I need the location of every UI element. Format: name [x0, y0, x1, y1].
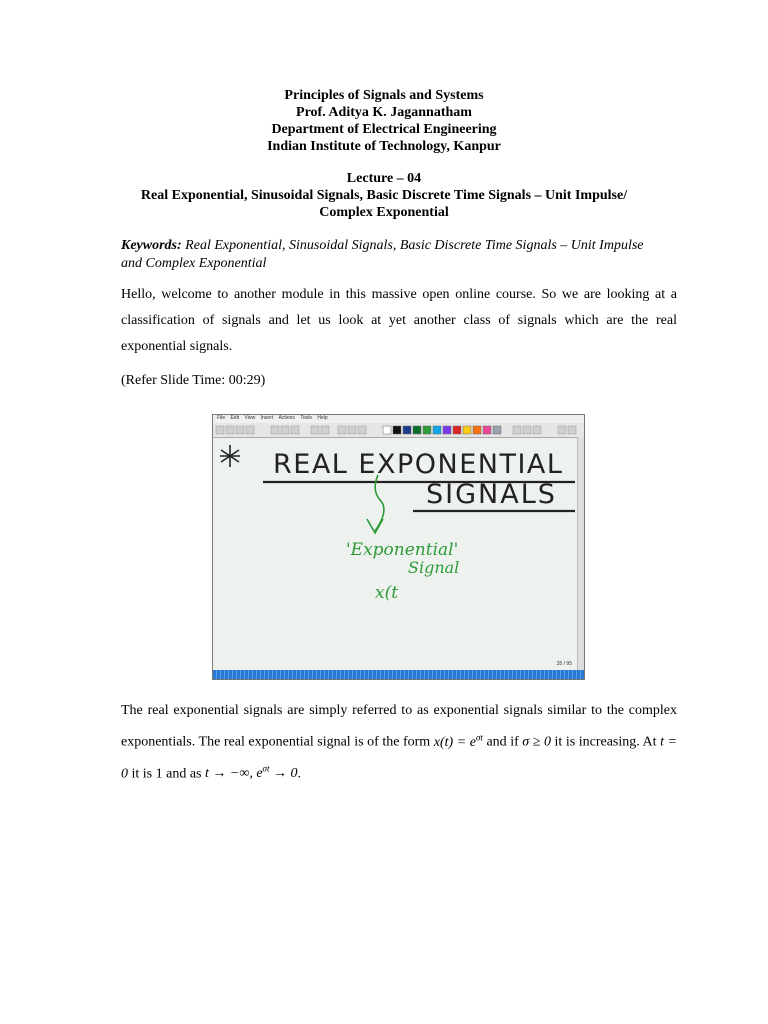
- formula-limit: [205, 763, 298, 782]
- lecture-heading: [0, 170, 768, 221]
- menu-item: Insert: [260, 415, 274, 421]
- p2-text3: it is increasing. At: [550, 734, 661, 750]
- formula-limit-base: t → −∞, e: [205, 766, 263, 782]
- slide-scrollbar: [577, 437, 584, 673]
- course-title: Principles of Signals and Systems: [284, 88, 484, 103]
- menu-item: Help: [317, 415, 328, 421]
- p2-text4: it is 1 and as: [128, 766, 205, 782]
- lecture-slide-image: [212, 414, 585, 680]
- formula-xt-base: x(t) = e: [433, 734, 476, 750]
- formula-xt: [433, 732, 483, 750]
- slide-page-indicator: 35 / 95: [556, 661, 572, 667]
- slide-note-signal: Signal: [408, 558, 460, 577]
- formula-t0: t = 0: [121, 734, 677, 782]
- slide-note-xt: x(t: [375, 583, 399, 603]
- menu-item: Actions: [278, 415, 295, 421]
- body-paragraph: [121, 698, 677, 787]
- menu-item: View: [244, 415, 256, 421]
- slide-bottom-bar: [213, 670, 584, 679]
- formula-limit-exponent: σt: [262, 763, 270, 774]
- department-name: Department of Electrical Engineering: [271, 122, 497, 137]
- refer-slide-time: (Refer Slide Time: 00:29): [121, 373, 266, 388]
- p2-text1: The real exponential signals are simply referred to as exponential signals similar to the complex exponentials. The real exponential signal is of the form: [121, 703, 677, 750]
- star-mark: [220, 445, 240, 467]
- formula-limit-tail: → 0: [269, 766, 298, 782]
- slide-title-line1: REAL EXPONENTIAL: [273, 449, 564, 480]
- lecture-number: Lecture – 04: [346, 171, 422, 186]
- slide-note-exponential: 'Exponential': [346, 540, 459, 560]
- menu-item: Edit: [230, 415, 240, 421]
- slide-title-line2: SIGNALS: [426, 479, 557, 510]
- menu-item: Tools: [300, 415, 312, 421]
- lecture-title-line2: Complex Exponential: [319, 205, 449, 220]
- formula-xt-exponent: σt: [475, 732, 483, 742]
- institute-name: Indian Institute of Technology, Kanpur: [267, 139, 501, 154]
- keywords-text: Real Exponential, Sinusoidal Signals, Basic Discrete Time Signals – Unit Impulse and Complex Exponential: [121, 238, 644, 271]
- menu-item: File: [217, 415, 226, 421]
- arrow-line: [375, 475, 384, 531]
- lecture-title-line1: Real Exponential, Sinusoidal Signals, Basic Discrete Time Signals – Unit Impulse/: [140, 188, 628, 203]
- p2-text5: .: [297, 766, 301, 782]
- keywords: [121, 237, 661, 273]
- document-header: [0, 87, 768, 155]
- keywords-label: Keywords:: [121, 238, 182, 253]
- professor-name: Prof. Aditya K. Jagannatham: [296, 105, 472, 120]
- formula-sigma: σ ≥ 0: [522, 734, 551, 750]
- intro-paragraph: Hello, welcome to another module in this massive open online course. So we are looking at a classification of signals and let us look at yet another class of signals which are the real exponential signals.: [121, 287, 677, 354]
- p2-text2: and if: [482, 734, 523, 750]
- slide-canvas: [213, 415, 585, 680]
